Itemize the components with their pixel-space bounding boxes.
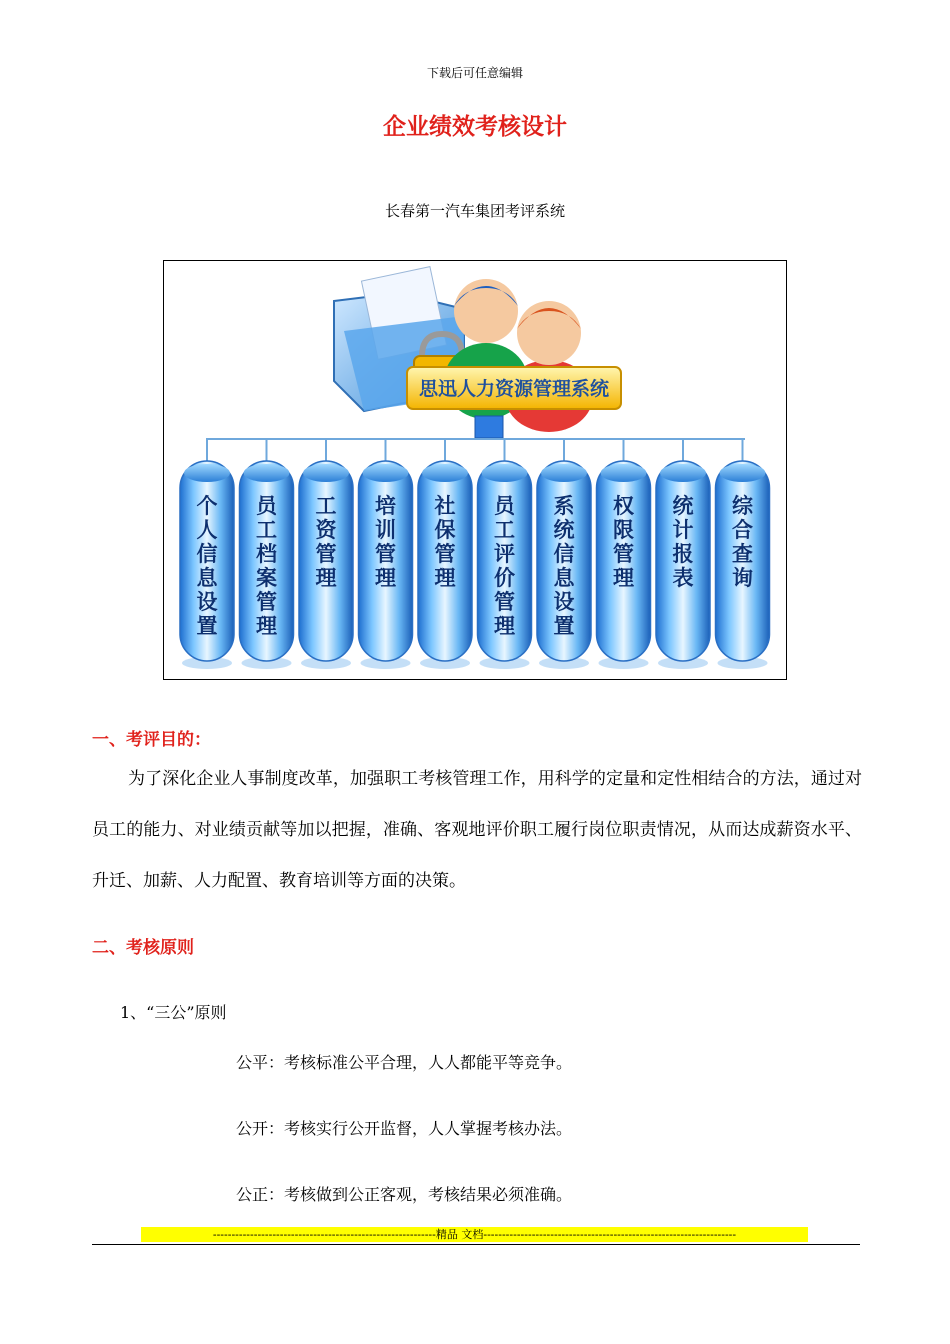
module-pill-4	[359, 439, 413, 669]
footer-left-dashes: ------------------------------------------------------------	[212, 1228, 436, 1241]
module-pill-9	[656, 439, 710, 669]
system-title-text: 思迅人力资源管理系统	[418, 378, 610, 400]
module-pill-1	[180, 439, 234, 669]
principle-openness: 公开：考核实行公开监督，人人掌握考核办法。	[236, 1119, 573, 1138]
footer-rule	[92, 1244, 860, 1245]
module-pill-cap	[244, 464, 290, 482]
principle-fairness: 公平：考核标准公平合理，人人都能平等竞争。	[236, 1053, 573, 1072]
header-note: 下载后可任意编辑	[426, 66, 523, 80]
footer-label: 精品 文档	[435, 1228, 484, 1241]
section2-heading: 二、考核原则	[92, 938, 194, 958]
connector-node	[475, 416, 503, 438]
module-label: 培训管理	[375, 494, 396, 590]
module-label: 统计报表	[672, 494, 694, 590]
module-pill-cap	[601, 464, 647, 482]
module-label: 员工档案管理	[256, 494, 277, 638]
principle-justice: 公正：考核做到公正客观，考核结果必须准确。	[236, 1185, 573, 1204]
module-pill-cap	[422, 464, 468, 482]
module-pill-cap	[303, 464, 349, 482]
module-label: 综合查询	[732, 494, 753, 590]
module-pill-6	[478, 439, 532, 669]
module-pill-cap	[184, 464, 230, 482]
module-pill-cap	[660, 464, 706, 482]
module-pill-8	[597, 439, 651, 669]
module-pill-10	[716, 439, 770, 669]
document-subtitle: 长春第一汽车集团考评系统	[384, 202, 565, 220]
system-diagram	[163, 260, 787, 680]
module-pill-cap	[482, 464, 528, 482]
system-diagram-svg	[164, 261, 786, 679]
principle-item-1: 1、“三公”原则	[120, 1003, 227, 1022]
module-label: 个人信息设置	[196, 494, 218, 638]
module-pill-5	[418, 439, 472, 669]
footer-bar	[141, 1227, 808, 1242]
module-pill-3	[299, 439, 353, 669]
section1-paragraph: 为了深化企业人事制度改革，加强职工考核管理工作，用科学的定量和定性相结合的方法，通过对员工的能力、对业绩贡献等加以把握，准确、客观地评价职工履行岗位职责情况，从而达成薪资水平、升迁、加薪、人力配置、教育培训等方面的决策。	[92, 769, 862, 891]
module-pill-7	[537, 439, 591, 669]
document-title: 企业绩效考核设计	[383, 114, 567, 140]
module-pill-cap	[720, 464, 766, 482]
module-pill-cap	[541, 464, 587, 482]
module-label: 员工评价管理	[494, 494, 515, 638]
module-pill-2	[240, 439, 294, 669]
module-label: 社保管理	[434, 494, 456, 590]
module-label: 系统信息设置	[553, 494, 575, 638]
module-label: 权限管理	[613, 494, 634, 590]
module-pill-cap	[363, 464, 409, 482]
system-title-banner	[407, 367, 621, 409]
module-pills	[180, 439, 770, 669]
section1-heading: 一、考评目的：	[92, 730, 211, 750]
footer-right-dashes: --------------------------------------------------------------------	[483, 1228, 737, 1241]
module-label: 工资管理	[315, 494, 337, 590]
